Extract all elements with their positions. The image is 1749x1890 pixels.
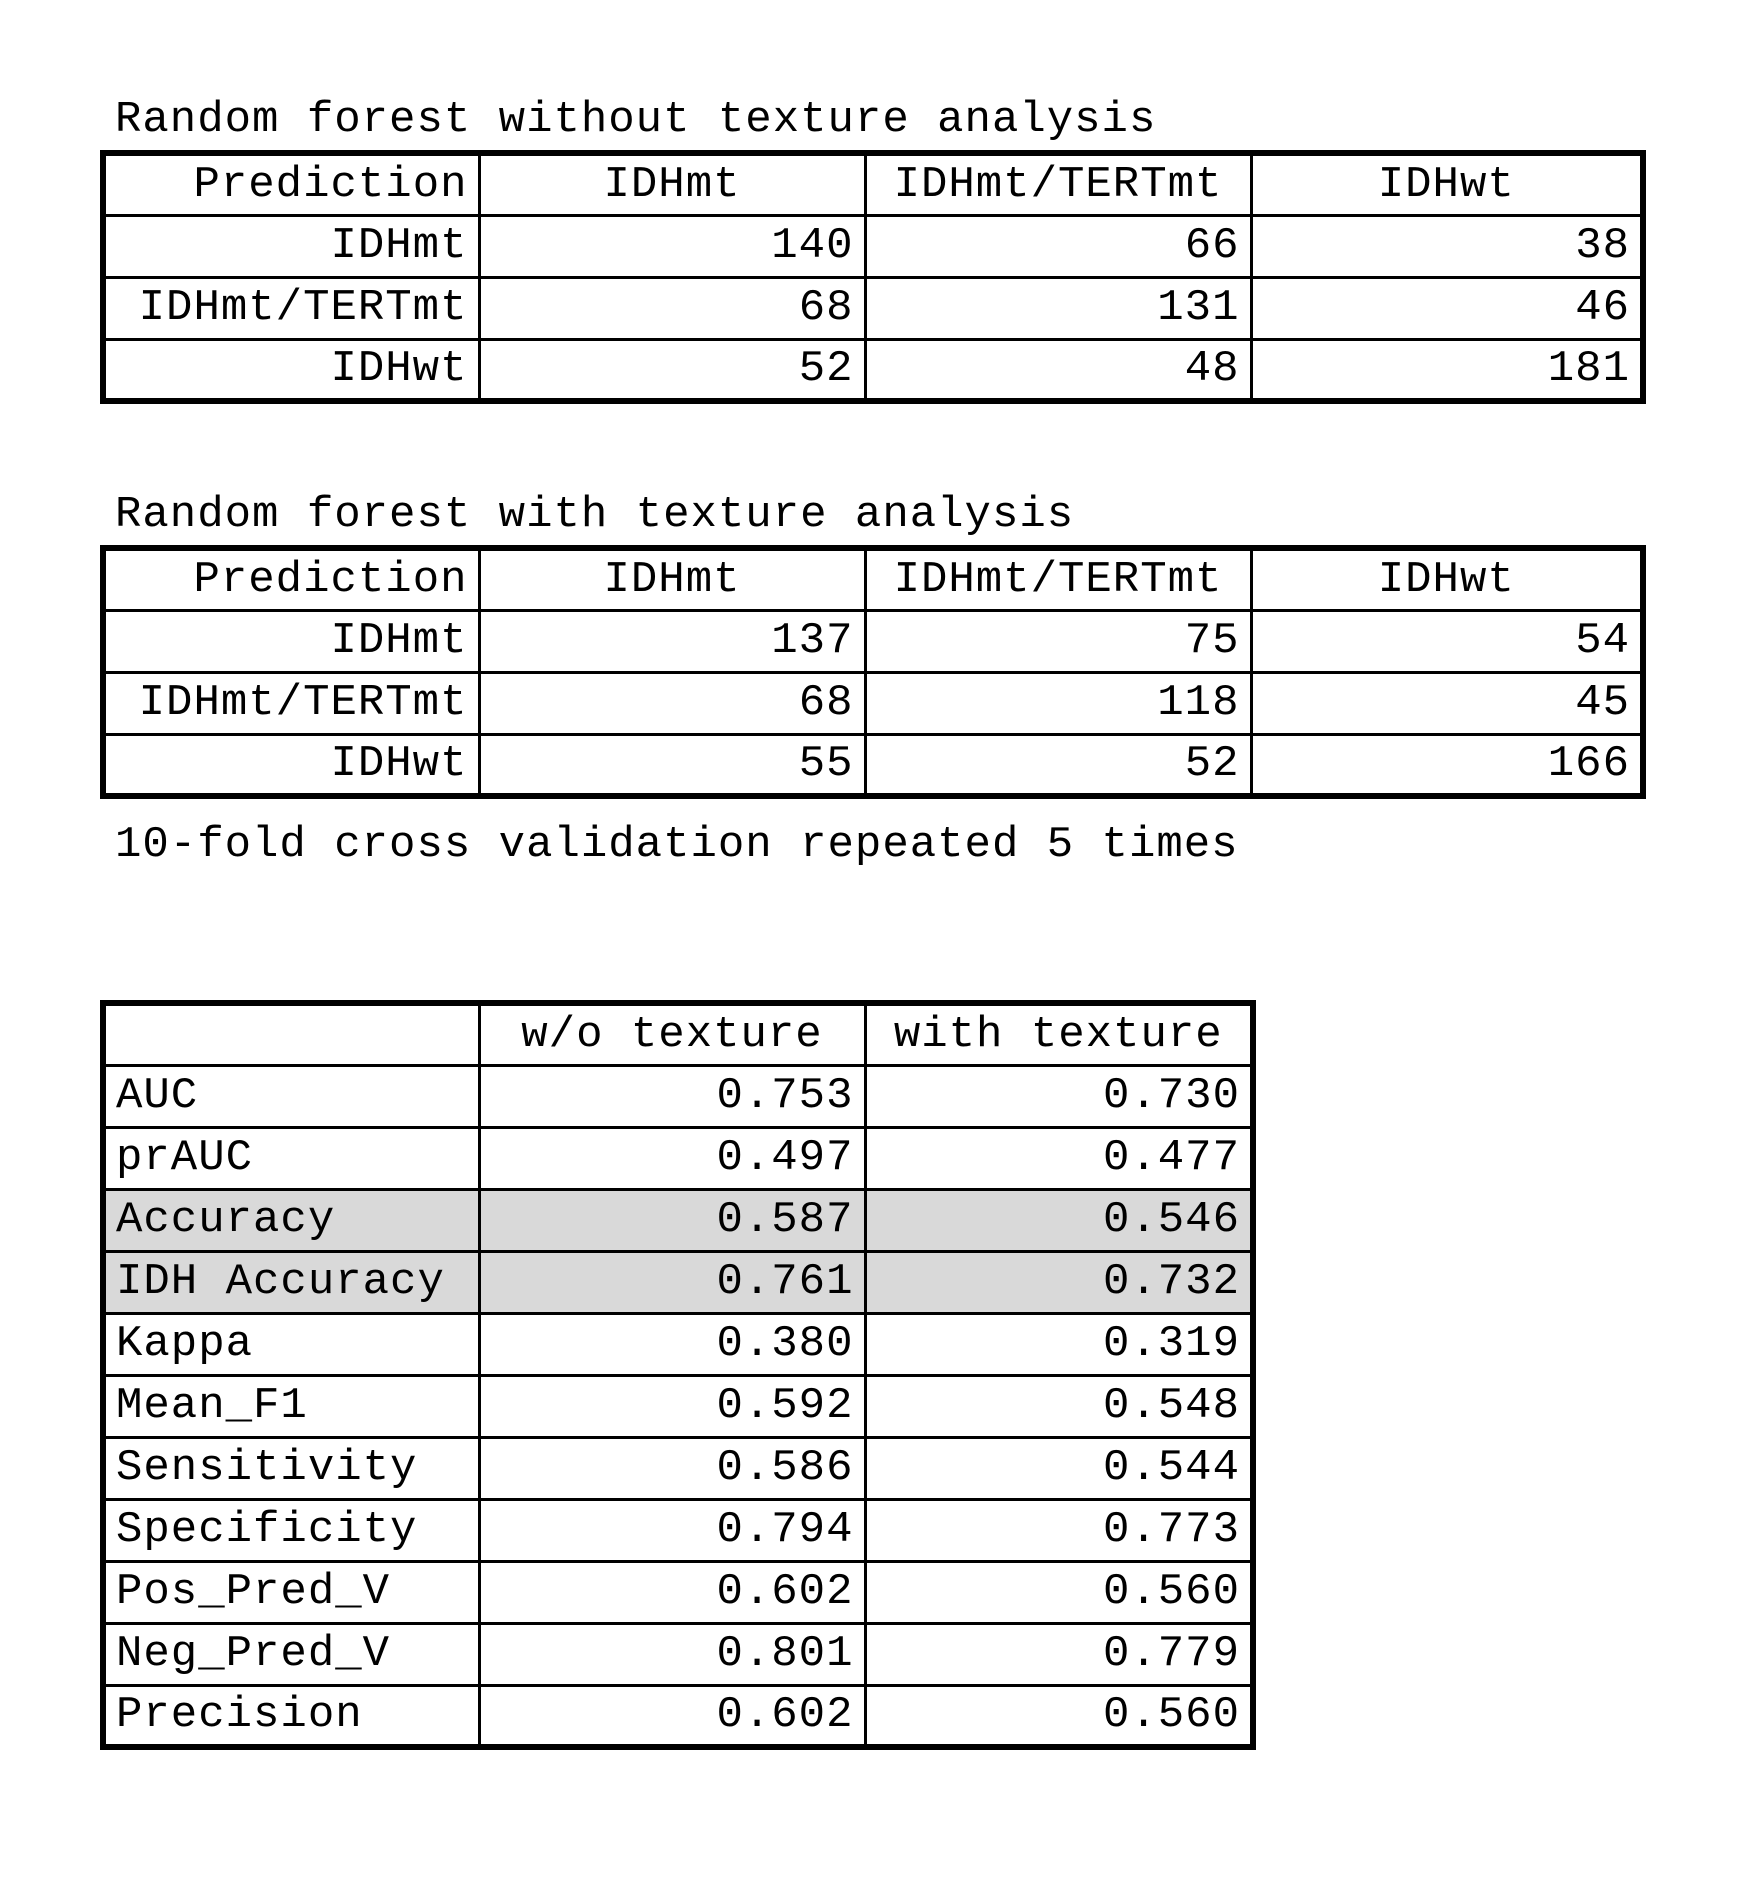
table-cell: 0.773 (865, 1499, 1253, 1561)
table-cell: 55 (479, 734, 865, 796)
header-cell: IDHwt (1251, 548, 1643, 610)
table-cell: 0.602 (479, 1561, 865, 1623)
table-cell: 140 (479, 215, 865, 277)
table-row (103, 339, 1643, 401)
metric-label: Neg_Pred_V (103, 1623, 479, 1685)
table-row (103, 1189, 1253, 1251)
table-row (103, 1065, 1253, 1127)
table-cell: 0.560 (865, 1685, 1253, 1747)
table-row (103, 1685, 1253, 1747)
table-cell: 68 (479, 277, 865, 339)
metric-label: Kappa (103, 1313, 479, 1375)
table-cell: 118 (865, 672, 1251, 734)
table-cell: 0.779 (865, 1623, 1253, 1685)
table-row (103, 1127, 1253, 1189)
table-cell: 54 (1251, 610, 1643, 672)
table-cell: 75 (865, 610, 1251, 672)
table-cell: 48 (865, 339, 1251, 401)
table-row (103, 672, 1643, 734)
table-cell: 0.761 (479, 1251, 865, 1313)
header-cell: IDHwt (1251, 153, 1643, 215)
metric-label: Specificity (103, 1499, 479, 1561)
header-cell: with texture (865, 1003, 1253, 1065)
table-cell: 0.546 (865, 1189, 1253, 1251)
table-cell: 66 (865, 215, 1251, 277)
table-row (103, 1499, 1253, 1561)
header-cell: IDHmt/TERTmt (865, 153, 1251, 215)
table-cell: 52 (865, 734, 1251, 796)
confusion-table-with-texture (100, 545, 1646, 799)
table1-title: Random forest without texture analysis (115, 95, 1157, 145)
table-cell: 0.794 (479, 1499, 865, 1561)
row-label: IDHmt/TERTmt (103, 672, 479, 734)
table-cell: 0.497 (479, 1127, 865, 1189)
header-cell: IDHmt/TERTmt (865, 548, 1251, 610)
table-cell: 0.477 (865, 1127, 1253, 1189)
table-row (103, 1375, 1253, 1437)
metric-label: AUC (103, 1065, 479, 1127)
table-cell: 0.380 (479, 1313, 865, 1375)
header-cell: w/o texture (479, 1003, 865, 1065)
table-cell: 181 (1251, 339, 1643, 401)
metric-label: Mean_F1 (103, 1375, 479, 1437)
metric-label: Accuracy (103, 1189, 479, 1251)
metric-label: IDH Accuracy (103, 1251, 479, 1313)
header-cell: Prediction (103, 548, 479, 610)
table-header-row (103, 1003, 1253, 1065)
table-row (103, 215, 1643, 277)
table-row (103, 277, 1643, 339)
row-label: IDHmt (103, 215, 479, 277)
header-cell (103, 1003, 479, 1065)
table-cell: 0.732 (865, 1251, 1253, 1313)
table-cell: 131 (865, 277, 1251, 339)
table-header-row (103, 548, 1643, 610)
confusion-table-without-texture (100, 150, 1646, 404)
table-cell: 0.587 (479, 1189, 865, 1251)
table-cell: 52 (479, 339, 865, 401)
table-cell: 0.602 (479, 1685, 865, 1747)
table-cell: 46 (1251, 277, 1643, 339)
row-label: IDHmt (103, 610, 479, 672)
table-row (103, 1437, 1253, 1499)
table-cell: 0.592 (479, 1375, 865, 1437)
header-cell: IDHmt (479, 153, 865, 215)
table-row (103, 1313, 1253, 1375)
table-cell: 0.544 (865, 1437, 1253, 1499)
metric-label: Precision (103, 1685, 479, 1747)
table-cell: 0.753 (479, 1065, 865, 1127)
table-row (103, 1623, 1253, 1685)
table-cell: 0.319 (865, 1313, 1253, 1375)
cross-validation-note: 10-fold cross validation repeated 5 times (115, 820, 1239, 870)
table-row (103, 1561, 1253, 1623)
table-cell: 38 (1251, 215, 1643, 277)
table-row (103, 1251, 1253, 1313)
metrics-table (100, 1000, 1256, 1750)
table-cell: 166 (1251, 734, 1643, 796)
table2-title: Random forest with texture analysis (115, 490, 1075, 540)
table-cell: 0.586 (479, 1437, 865, 1499)
metric-label: Pos_Pred_V (103, 1561, 479, 1623)
table-row (103, 610, 1643, 672)
row-label: IDHmt/TERTmt (103, 277, 479, 339)
table-cell: 68 (479, 672, 865, 734)
table-cell: 0.560 (865, 1561, 1253, 1623)
table-cell: 0.730 (865, 1065, 1253, 1127)
header-cell: Prediction (103, 153, 479, 215)
metric-label: prAUC (103, 1127, 479, 1189)
table-cell: 0.548 (865, 1375, 1253, 1437)
table-row (103, 734, 1643, 796)
table-cell: 0.801 (479, 1623, 865, 1685)
table-header-row (103, 153, 1643, 215)
row-label: IDHwt (103, 339, 479, 401)
metric-label: Sensitivity (103, 1437, 479, 1499)
header-cell: IDHmt (479, 548, 865, 610)
table-cell: 45 (1251, 672, 1643, 734)
row-label: IDHwt (103, 734, 479, 796)
table-cell: 137 (479, 610, 865, 672)
